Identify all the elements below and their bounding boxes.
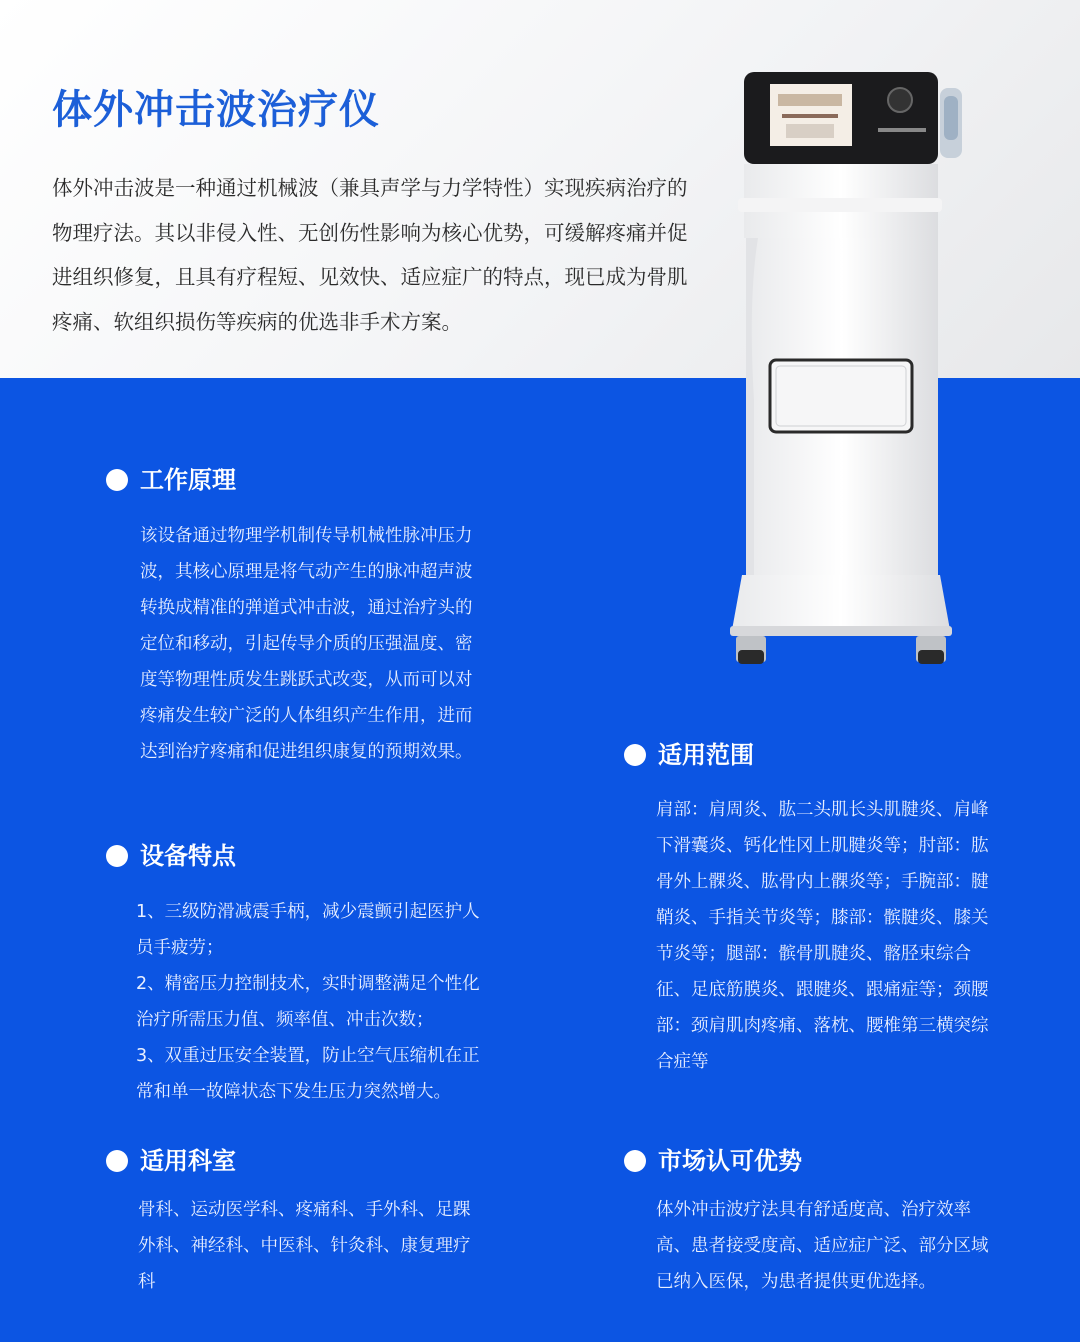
section-title-scope: [624, 739, 754, 771]
principle-body: [140, 518, 480, 770]
market-body: [656, 1192, 996, 1300]
bullet-dot-icon: [624, 744, 646, 766]
section-title-principle: [106, 464, 236, 496]
section-title-departments: [106, 1145, 236, 1177]
principle-text: 该设备通过物理学机制传导机械性脉冲压力波，其核心原理是将气动产生的脉冲超声波转换成精准的弹道式冲击波，通过治疗头的定位和移动，引起传导介质的压强温度、密度等物理性质发生跳跃式改变，从而可以对疼痛发生较广泛的人体组织产生作用，进而达到治疗疼痛和促进组织康复的预期效果。: [140, 526, 473, 762]
features-list: [136, 894, 480, 1110]
device-image: [728, 70, 968, 670]
principle-title: 工作原理: [140, 466, 236, 494]
bullet-dot-icon: [106, 469, 128, 491]
features-title: 设备特点: [140, 842, 236, 870]
page-title: 体外冲击波治疗仪: [52, 87, 380, 133]
feature-item: 3、双重过压安全装置，防止空气压缩机在正常和单一故障状态下发生压力突然增大。: [136, 1046, 480, 1102]
feature-item: 1、三级防滑减震手柄，减少震颤引起医护人员手疲劳；: [136, 902, 480, 958]
bullet-dot-icon: [106, 1150, 128, 1172]
feature-item: 2、精密压力控制技术，实时调整满足个性化治疗所需压力值、频率值、冲击次数；: [136, 974, 480, 1030]
bullet-dot-icon: [624, 1150, 646, 1172]
scope-body: [656, 792, 996, 1080]
departments-body: [138, 1192, 482, 1300]
scope-title: 适用范围: [658, 741, 754, 769]
section-title-market: [624, 1145, 802, 1177]
bullet-dot-icon: [106, 845, 128, 867]
scope-text: 肩部：肩周炎、肱二头肌长头肌腱炎、肩峰下滑囊炎、钙化性冈上肌腱炎等；肘部：肱骨外上髁炎、肱骨内上髁炎等；手腕部：腱鞘炎、手指关节炎等；膝部：髌腱炎、膝关节炎等；腿部：髌骨肌腱炎、髂胫束综合征、足底筋膜炎、跟腱炎、跟痛症等；颈腰部：颈肩肌肉疼痛、落枕、腰椎第三横突综合症等: [656, 800, 989, 1072]
intro-text: 体外冲击波是一种通过机械波（兼具声学与力学特性）实现疾病治疗的物理疗法。其以非侵入性、无创伤性影响为核心优势，可缓解疼痛并促进组织修复，且具有疗程短、见效快、适应症广的特点，现已成为骨肌疼痛、软组织损伤等疾病的优选非手术方案。: [52, 176, 688, 335]
departments-title: 适用科室: [140, 1147, 236, 1175]
departments-text: 骨科、运动医学科、疼痛科、手外科、足踝外科、神经科、中医科、针灸科、康复理疗科: [138, 1200, 471, 1292]
section-title-features: [106, 840, 236, 872]
market-text: 体外冲击波疗法具有舒适度高、治疗效率高、患者接受度高、适应症广泛、部分区域已纳入医保，为患者提供更优选择。: [656, 1200, 989, 1292]
market-title: 市场认可优势: [658, 1147, 802, 1175]
